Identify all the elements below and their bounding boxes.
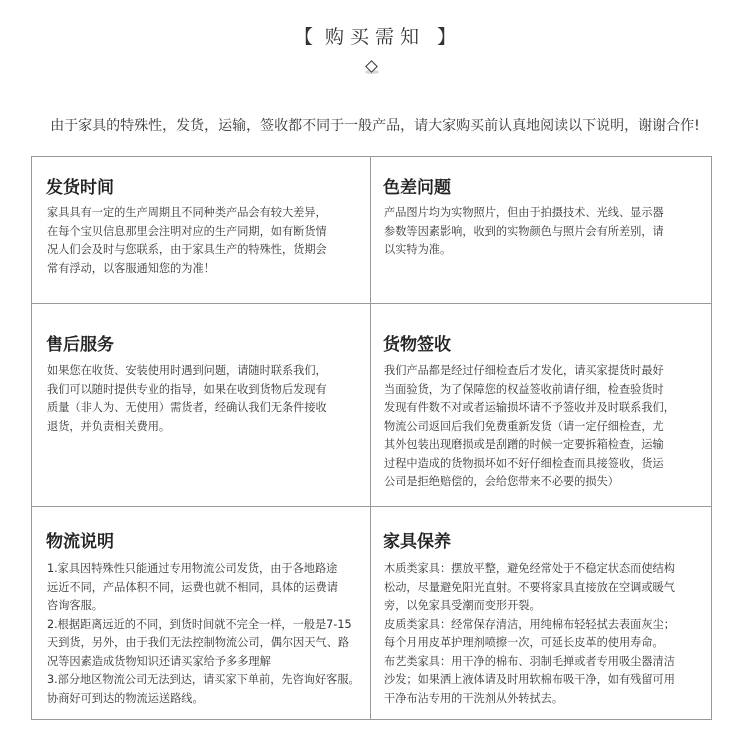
- section-line: 退货，并负责相关费用。: [47, 419, 171, 433]
- section-line: 当面验货，为了保障您的权益签收前请仔细，检查验货时: [384, 382, 664, 396]
- section-title: 发货时间: [46, 178, 114, 198]
- section-line: 如果您在收货、安装使用时遇到问题，请随时联系我们，: [47, 364, 327, 377]
- section-line: 每个月用皮革护理剂喷擦一次，可延长皮革的使用寿命。: [384, 636, 664, 649]
- section-line: 木质类家具：摆放平整，避免经常处于不稳定状态而使结构: [384, 562, 675, 575]
- section-color-difference: [371, 157, 712, 303]
- info-grid: [31, 156, 712, 720]
- section-body: [47, 204, 327, 278]
- section-maintenance: [371, 507, 712, 719]
- section-line: 公司是拒绝赔偿的，会给您带来不必要的损失）: [384, 475, 619, 488]
- section-title: 货物签收: [383, 335, 451, 355]
- section-shipping-time: [32, 157, 370, 303]
- section-title: 家具保养: [383, 532, 451, 552]
- section-body: [47, 362, 327, 436]
- section-line: 过程中造成的货物损坏如不好仔细检查而具接签收，货运: [384, 456, 664, 470]
- section-line: 远近不同，产品体积不同，运费也就不相同，具体的运费请: [47, 580, 338, 594]
- section-receipt: [371, 304, 712, 506]
- intro-text: 由于家具的特殊性，发货，运输，签收都不同于一般产品，请大家购买前认真地阅读以下说明，谢谢合作!: [50, 118, 700, 134]
- section-title: 色差问题: [383, 178, 451, 198]
- title-bracket-right: 】: [437, 26, 457, 48]
- section-body: [47, 560, 360, 708]
- section-line: 我们可以随时提供专业的指导，如果在收到货物后发现有: [47, 382, 327, 396]
- section-line: 况等因素造成货物知识还请买家给予多多理解: [47, 654, 271, 668]
- section-line: 松动，尽量避免阳光直射。不要将家具直接放在空调或暖气: [384, 580, 675, 594]
- section-line: 在每个宝贝信息那里会注明对应的生产同期，如有断货情: [47, 224, 327, 238]
- title-text: 购买需知: [324, 26, 425, 48]
- section-line: 布艺类家具：用干净的棉布、羽制毛掸或者专用吸尘器清洁: [384, 654, 675, 668]
- section-line: 皮质类家具：经常保存清洁，用纯棉布轻轻拭去表面灰尘；: [384, 617, 675, 631]
- section-line: 发现有件数不对或者运输损坏请不予签收并及时联系我们，: [384, 401, 675, 414]
- section-body: [384, 560, 675, 708]
- section-line: 协商好可到达的物流运送路线。: [47, 691, 204, 705]
- section-line: 旁，以免家具受潮而变形开裂。: [384, 599, 541, 612]
- section-body: [384, 204, 664, 260]
- section-body: [384, 362, 675, 492]
- section-line: 家具具有一定的生产周期且不同种类产品会有较大差异，: [47, 206, 327, 219]
- section-line: 质量（非人为、无使用）需货者，经确认我们无条件接收: [47, 401, 327, 414]
- section-line: 3.部分地区物流公司无法到达，请买家下单前，先咨询好客服。: [47, 673, 360, 686]
- section-line: 产品图片均为实物照片，但由于拍摄技术、光线、显示器: [384, 206, 664, 219]
- section-line: 物流公司返回后我们免费重新发货（请一定仔细检查，尤: [384, 419, 664, 433]
- section-line: 1.家具因特殊性只能通过专用物流公司发货，由于各地路途: [47, 562, 338, 575]
- section-line: 天到货，另外，由于我们无法控制物流公司，偶尔因天气、路: [47, 636, 350, 649]
- section-line: 干净布沾专用的干洗剂从外转拭去。: [384, 691, 564, 705]
- section-after-sales: [32, 304, 370, 506]
- section-line: 常有浮动，以客服通知您的为准！: [47, 261, 215, 275]
- section-line: 以实特为准。: [384, 243, 452, 256]
- section-line: 我们产品都是经过仔细检查后才发化，请买家提货时最好: [384, 364, 664, 377]
- section-title: 售后服务: [46, 335, 114, 355]
- title-bracket-left: 【: [293, 26, 313, 48]
- section-line: 其外包装出现磨损或是刮蹭的时候一定要拆箱检查，运输: [384, 438, 664, 451]
- section-line: 况人们会及时与您联系，由于家具生产的特殊性，货期会: [47, 243, 327, 256]
- section-line: 咨询客服。: [47, 599, 103, 612]
- section-line: 参数等因素影响，收到的实物颜色与照片会有所差别，请: [384, 224, 664, 238]
- section-title: 物流说明: [46, 532, 114, 552]
- section-line: 沙发；如果洒上液体请及时用软棉布吸干净，如有残留可用: [384, 673, 675, 686]
- section-line: 2.根据距离远近的不同，到货时间就不完全一样，一般是7-15: [47, 617, 352, 631]
- page-title: [0, 22, 750, 49]
- section-logistics: [32, 507, 370, 719]
